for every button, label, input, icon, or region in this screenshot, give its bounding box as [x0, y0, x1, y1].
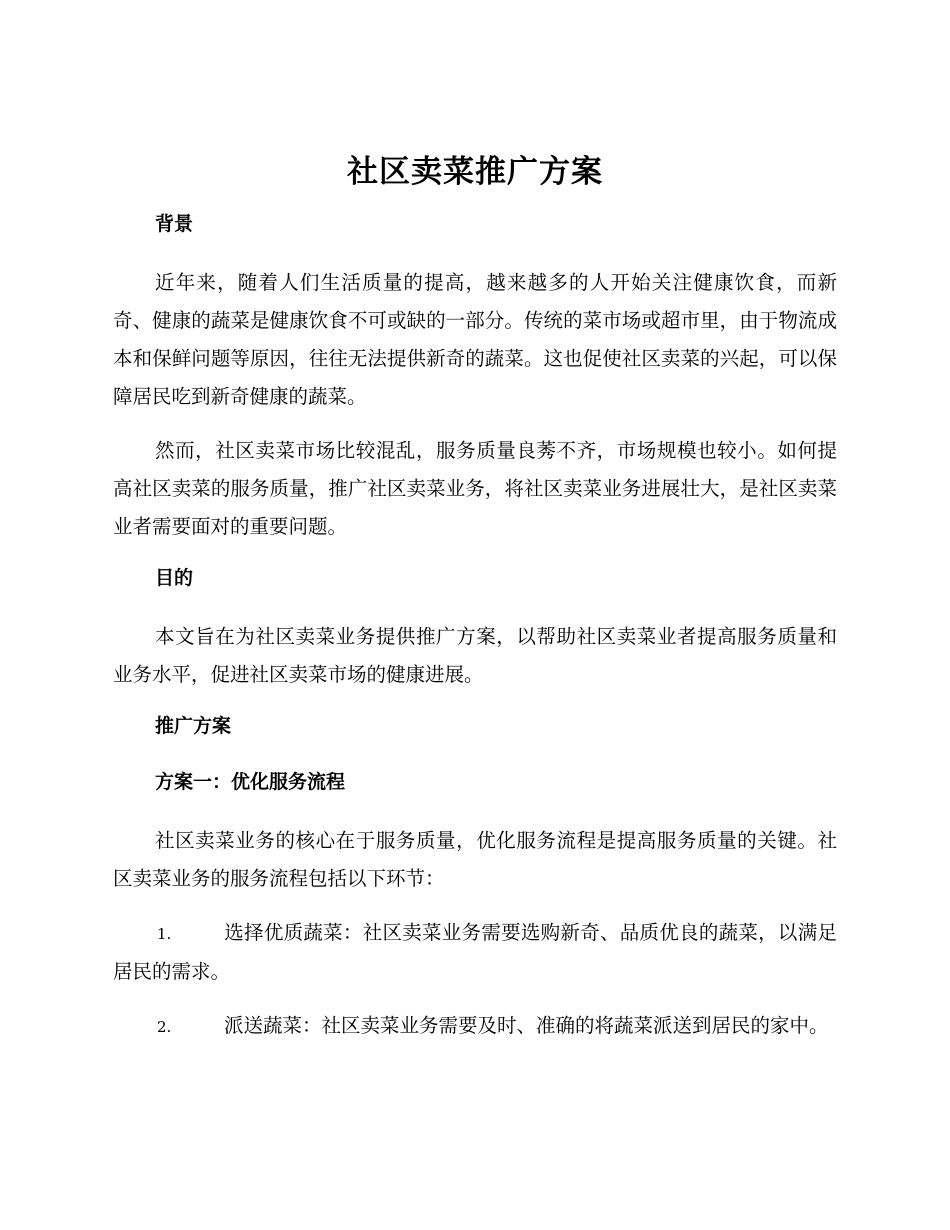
plan-paragraph: 社区卖菜业务的核心在于服务质量，优化服务流程是提高服务质量的关键。社区卖菜业务的服务流程包括以下环节： — [113, 829, 837, 890]
purpose-paragraph: 本文旨在为社区卖菜业务提供推广方案，以帮助社区卖菜业者提高服务质量和业务水平，促进社区卖菜市场的健康进展。 — [113, 625, 837, 686]
list-item — [113, 1007, 837, 1046]
background-paragraph-1: 近年来，随着人们生活质量的提高，越来越多的人开始关注健康饮食，而新奇、健康的蔬菜是健康饮食不可或缺的一部分。传统的菜市场或超市里，由于物流成本和保鲜问题等原因，往往无法提供新奇的蔬菜。这也促使社区卖菜的兴起，可以保障居民吃到新奇健康的蔬菜。 — [113, 271, 837, 408]
section-heading-plan: 推广方案 — [155, 715, 232, 737]
section-heading-purpose: 目的 — [155, 567, 194, 589]
background-paragraph-2: 然而，社区卖菜市场比较混乱，服务质量良莠不齐，市场规模也较小。如何提高社区卖菜的服务质量，推广社区卖菜业务，将社区卖菜业务进展壮大，是社区卖菜业者需要面对的重要问题。 — [113, 439, 837, 538]
list-item-number: 2. — [157, 1018, 172, 1036]
list-item-text: 派送蔬菜：社区卖菜业务需要及时、准确的将蔬菜派送到居民的家中。 — [224, 1014, 829, 1037]
document-title: 社区卖菜推广方案 — [347, 154, 603, 190]
list-item — [113, 914, 837, 991]
plan-subheading: 方案一：优化服务流程 — [155, 771, 346, 793]
section-heading-background: 背景 — [155, 213, 194, 235]
list-item-text: 选择优质蔬菜：社区卖菜业务需要选购新奇、品质优良的蔬菜，以满足居民的需求。 — [113, 921, 837, 983]
list-item-number: 1. — [157, 925, 172, 943]
